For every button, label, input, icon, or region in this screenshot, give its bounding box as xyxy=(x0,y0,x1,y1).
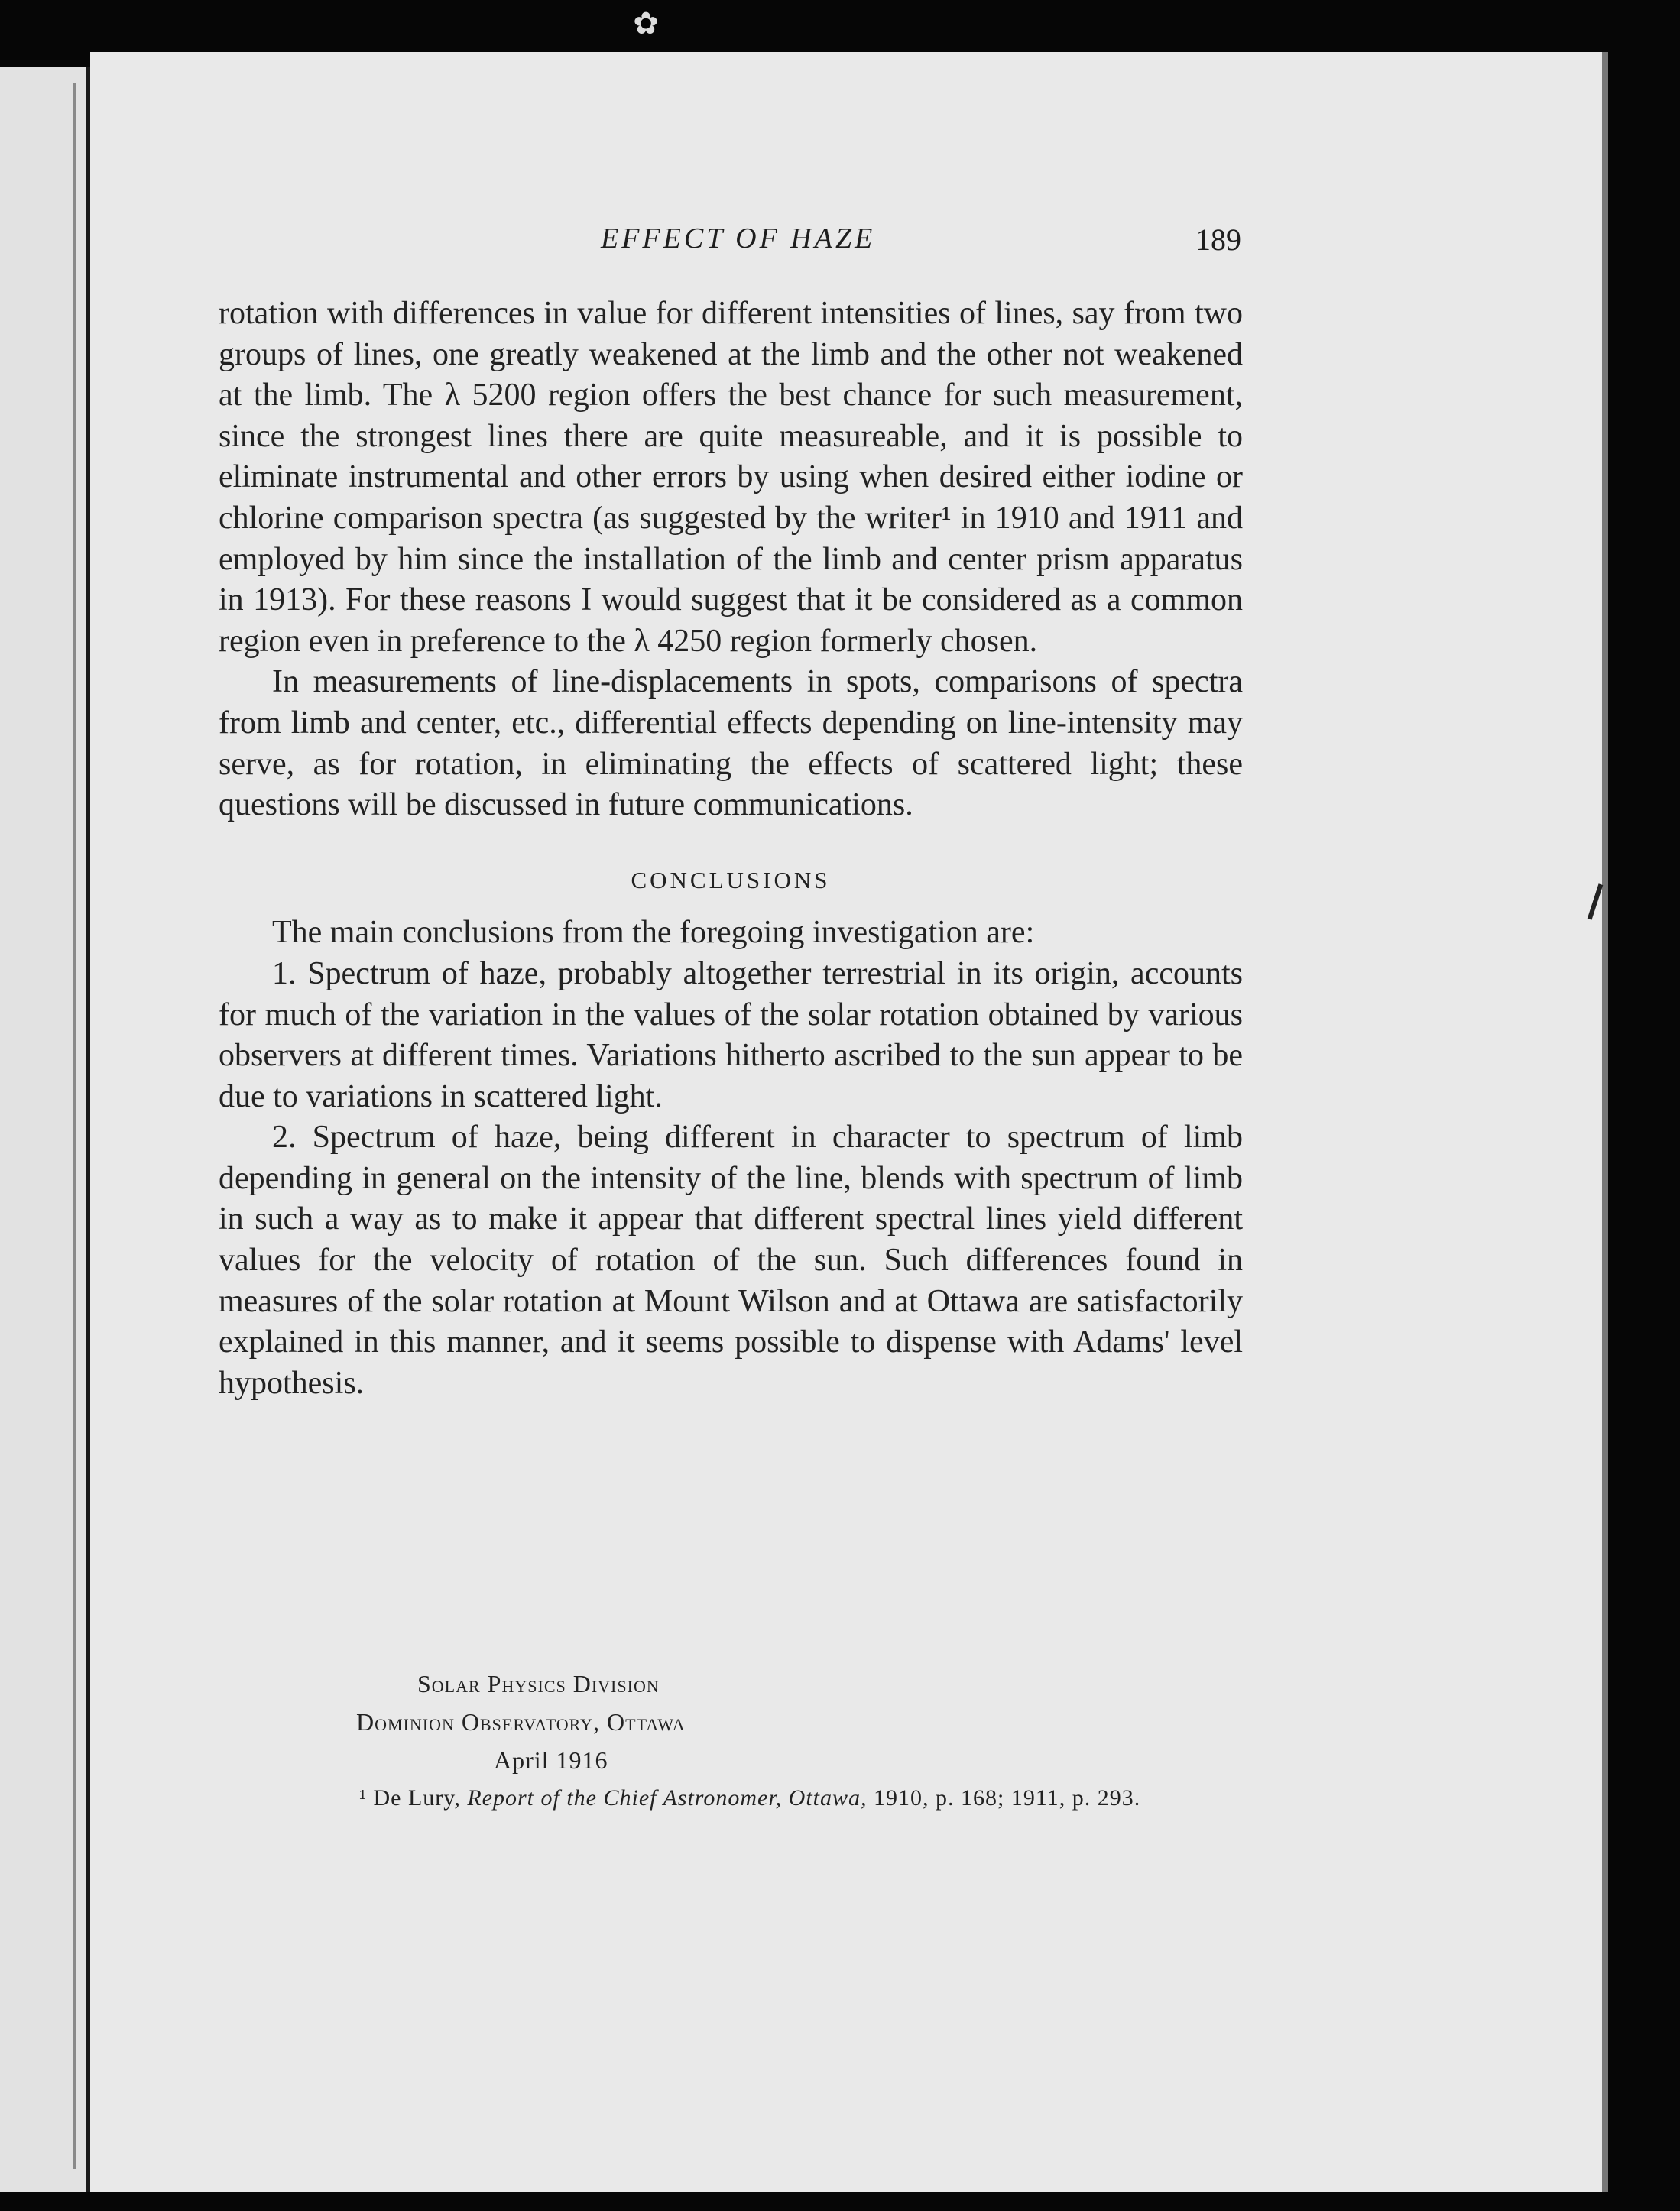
signature-date: April 1916 xyxy=(494,1746,608,1774)
conclusion-item-1: 1. Spectrum of haze, probably altogether terrestrial in its origin, accounts for much of the variation in the values of the solar rotation obtained by various observers at different times. Variations hitherto ascribed to the sun appear to be due to variations in scattered light. xyxy=(219,955,1243,1114)
previous-page-edge xyxy=(0,67,90,2192)
section-heading-conclusions: CONCLUSIONS xyxy=(631,866,831,893)
binding-mark: ✿ xyxy=(633,6,659,41)
conclusion-item-2: 2. Spectrum of haze, being different in character to spectrum of limb depending in general on the intensity of the line, blends with spectrum of limb in such a way as to make it appear that different spectral lines yield different values for the velocity of rotation of the sun. Such differences found in measures of the solar rotation at Mount Wilson and at Ottawa are satisfactorily explained in this manner, and it seems possible to dispense with Adams' level hypothesis. xyxy=(219,1120,1243,1401)
footnote-title: Report of the Chief Astronomer, Ottawa, xyxy=(467,1785,868,1811)
signature-block xyxy=(356,1665,686,1779)
page-number: 189 xyxy=(1195,222,1241,257)
conclusions-intro: The main conclusions from the foregoing investigation are: xyxy=(272,915,1035,951)
running-title: EFFECT OF HAZE xyxy=(601,222,876,254)
signature-institution: Dominion Observatory, Ottawa xyxy=(356,1708,686,1736)
body-text xyxy=(219,293,1243,1404)
footnote-citation: 1910, p. 168; 1911, p. 293. xyxy=(874,1785,1141,1811)
signature-division: Solar Physics Division xyxy=(417,1670,660,1697)
footnote-author: De Lury, xyxy=(373,1785,461,1811)
paragraph-line-displacements: In measurements of line-displacements in spots, comparisons of spectra from limb and center, etc., differential effects depending on line-intensity may serve, as for rotation, in eliminating the effects of scattered light; these questions will be discussed in future communications. xyxy=(219,664,1243,823)
running-head xyxy=(219,222,1241,267)
footnote xyxy=(359,1785,1140,1811)
paragraph-continuation: rotation with differences in value for different intensities of lines, say from two groups of lines, one greatly weakened at the limb and the other not weakened at the limb. The λ 5200 region offers the best chance for such measurement, since the strongest lines there are quite measureable, and it is possible to eliminate instrumental and other errors by using when desired either iodine or chlorine comparison spectra (as suggested by the writer¹ in 1910 and 1911 and employed by him since the installation of the limb and center prism apparatus in 1913). For these reasons I would suggest that it be considered as a common region even in preference to the λ 4250 region formerly chosen. xyxy=(219,296,1243,659)
footnote-marker: ¹ xyxy=(359,1785,367,1811)
